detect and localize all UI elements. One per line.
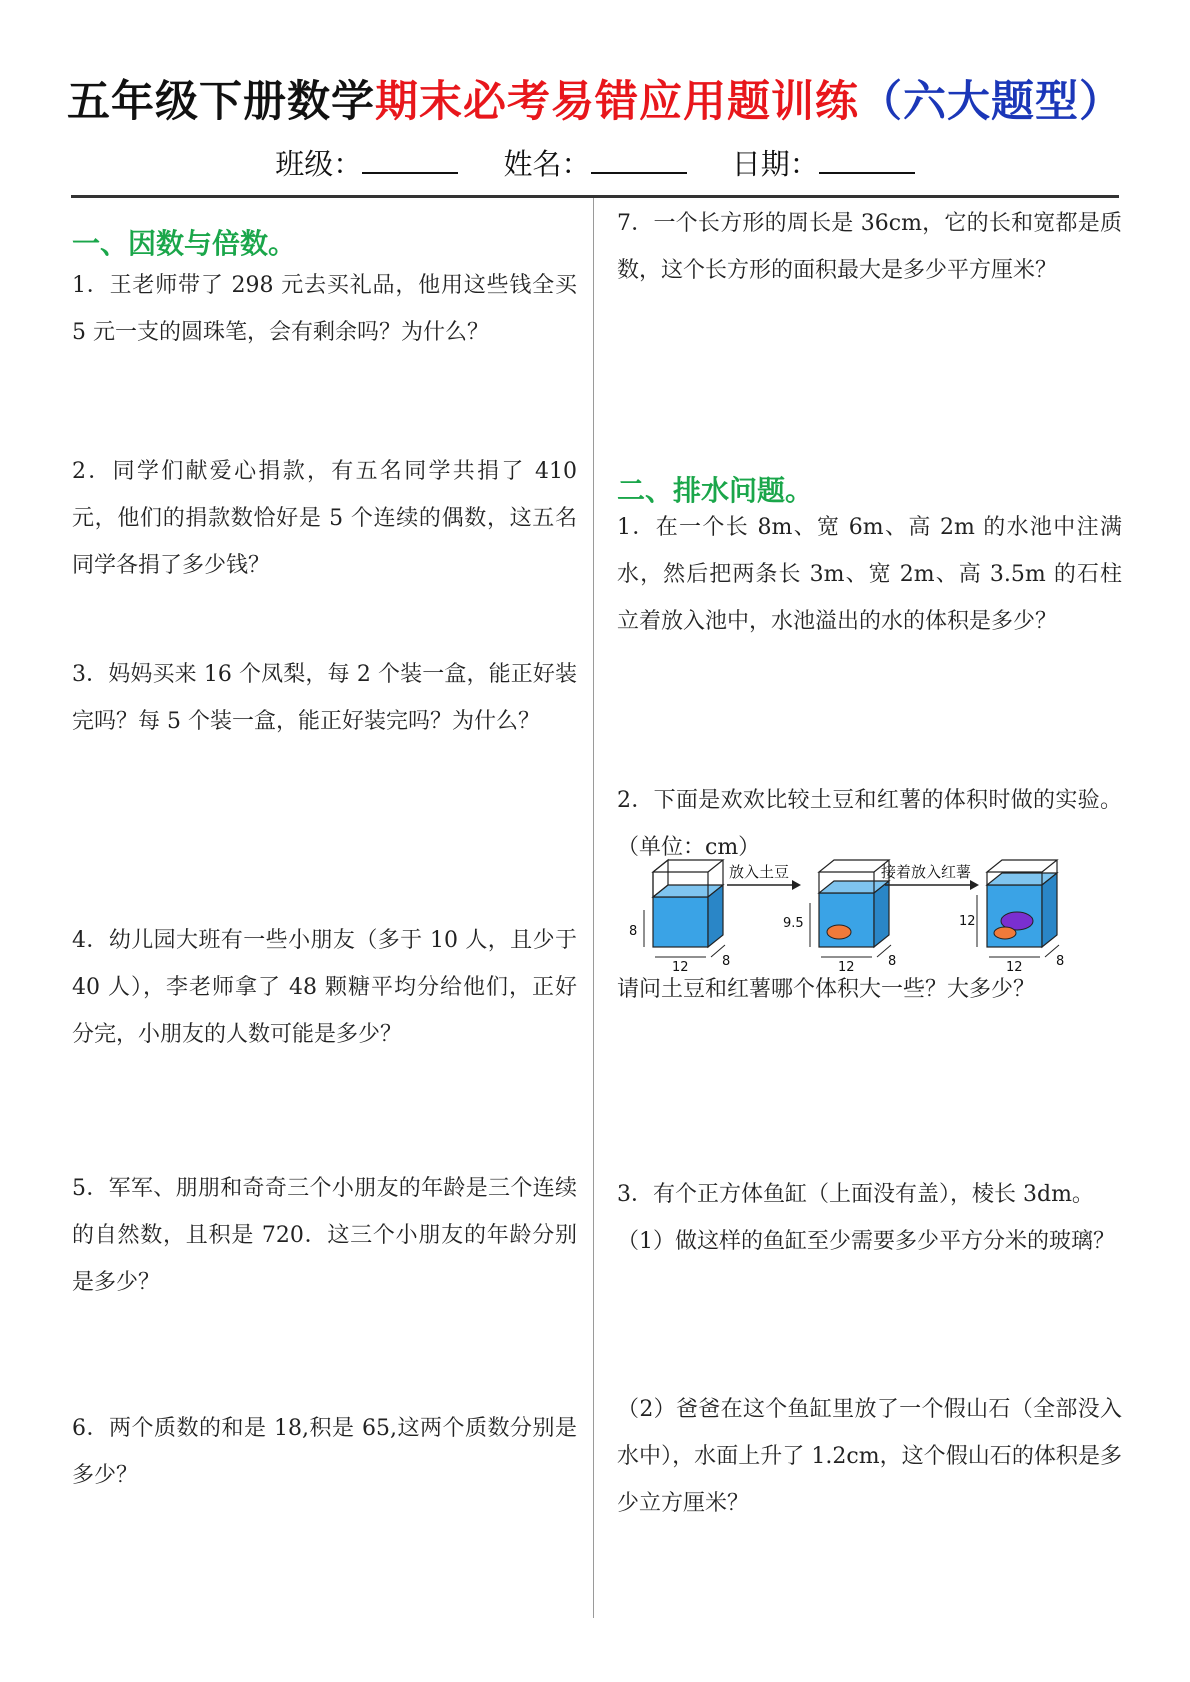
experiment-figure	[617, 855, 1077, 975]
header-divider	[71, 195, 1119, 198]
displacement-question-3: 3．有个正方体鱼缸（上面没有盖），棱长 3dm。	[617, 1182, 1094, 1207]
box-1	[629, 860, 730, 975]
box-3-length-label: 12	[1006, 960, 1023, 975]
arrow-2	[881, 863, 979, 890]
box-3-width-label: 8	[1056, 954, 1065, 969]
displacement-question-2-ask: 请问土豆和红薯哪个体积大一些？大多少？	[617, 977, 1036, 1002]
student-info-row	[0, 142, 1190, 183]
class-label: 班级：	[275, 147, 363, 181]
question-6: 6．两个质数的和是 18,积是 65,这两个质数分别是多少？	[72, 1416, 577, 1488]
name-blank	[591, 146, 687, 174]
potato-in-tank-icon	[994, 927, 1016, 939]
box-2	[783, 860, 896, 975]
class-blank	[362, 146, 458, 174]
title-topic: 期末必考易错应用题训练	[375, 77, 859, 127]
box-2-height-label: 9.5	[783, 916, 804, 931]
displacement-question-3-part1: （1）做这样的鱼缸至少需要多少平方分米的玻璃？	[617, 1229, 1115, 1254]
box-2-length-label: 12	[838, 960, 855, 975]
date-blank	[819, 146, 915, 174]
box-1-width-label: 8	[722, 954, 731, 969]
question-7: 7．一个长方形的周长是 36cm，它的长和宽都是质数，这个长方形的面积最大是多少平方厘米？	[617, 211, 1122, 283]
displacement-question-1: 1．在一个长 8m、宽 6m、高 2m 的水池中注满水，然后把两条长 3m、宽 2m、高 3.5m 的石柱立着放入池中，水池溢出的水的体积是多少？	[617, 515, 1122, 634]
arrow-2-label: 接着放入红薯	[881, 863, 972, 881]
name-label: 姓名：	[503, 147, 591, 181]
page-title	[0, 68, 1190, 129]
date-label: 日期：	[731, 147, 819, 181]
box-1-height-label: 8	[629, 924, 638, 939]
name-field	[503, 142, 686, 183]
question-2: 2．同学们献爱心捐款，有五名同学共捐了 410 元，他们的捐款数恰好是 5 个连续的偶数，这五名同学各捐了多少钱？	[72, 459, 577, 578]
question-5: 5．军军、朋朋和奇奇三个小朋友的年龄是三个连续的自然数，且积是 720．这三个小朋友的年龄分别是多少？	[72, 1176, 577, 1295]
box-1-length-label: 12	[672, 960, 689, 975]
section-displacement: 二、排水问题。	[617, 474, 814, 507]
box-2-width-label: 8	[888, 954, 897, 969]
arrow-1	[727, 863, 801, 890]
displacement-question-2: 2．下面是欢欢比较土豆和红薯的体积时做的实验。（单位：cm）	[617, 788, 1122, 860]
box-3	[959, 860, 1064, 975]
section-factors-multiples: 一、因数与倍数。	[72, 227, 297, 260]
question-3: 3．妈妈买来 16 个凤梨，每 2 个装一盒，能正好装完吗？每 5 个装一盒，能正好装完吗？为什么？	[72, 662, 577, 734]
question-4: 4．幼儿园大班有一些小朋友（多于 10 人，且少于 40 人），李老师拿了 48 颗糖平均分给他们，正好分完，小朋友的人数可能是多少？	[72, 928, 577, 1047]
arrow-1-label: 放入土豆	[729, 863, 790, 881]
question-1: 1．王老师带了 298 元去买礼品，他用这些钱全买 5 元一支的圆珠笔，会有剩余吗？为什么？	[72, 273, 577, 345]
date-field	[732, 142, 915, 183]
box-3-height-label: 12	[959, 914, 976, 929]
potato-icon	[827, 925, 851, 939]
class-field	[275, 142, 458, 183]
title-grade: 五年级下册数学	[67, 77, 375, 127]
displacement-question-3-part2: （2）爸爸在这个鱼缸里放了一个假山石（全部没入水中），水面上升了 1.2cm，这个假山石的体积是多少立方厘米？	[617, 1397, 1122, 1516]
title-types: （六大题型）	[859, 77, 1123, 127]
column-divider	[593, 198, 594, 1618]
